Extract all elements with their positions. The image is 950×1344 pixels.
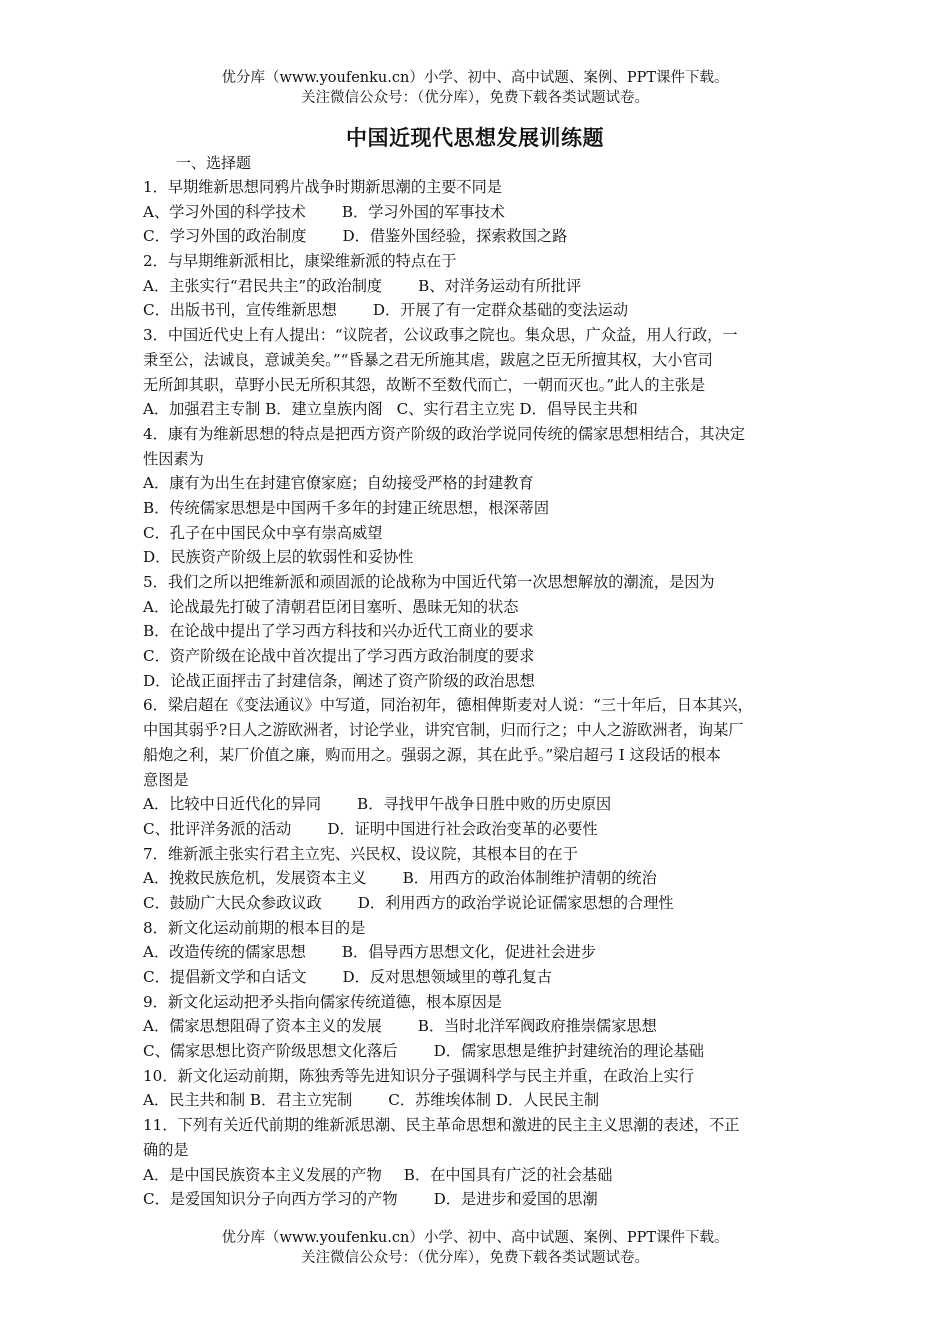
option-b: B．用西方的政治体制维护清朝的统治	[402, 869, 657, 888]
question-stem-line: 6．梁启超在《变法通议》中写道，同治初年，德相俾斯麦对人说：“三十年后，日本其兴，	[143, 696, 753, 715]
question-list	[143, 175, 819, 1212]
header-line-1: 优分库（www.youfenku.cn）小学、初中、高中试题、案例、PPT课件下载。	[221, 70, 729, 86]
option-row	[143, 940, 819, 965]
option-b: B．在中国具有广泛的社会基础	[403, 1165, 613, 1184]
option-b: B．在论战中提出了学习西方科技和兴办近代工商业的要求	[143, 622, 534, 641]
option-c: C．出版书刊，宣传维新思想	[143, 301, 337, 320]
question-stem-line: 1．早期维新思想同鸦片战争时期新思潮的主要不同是	[143, 178, 502, 196]
option-a: A．是中国民族资本主义发展的产物	[143, 1165, 382, 1184]
option-a: A．改造传统的儒家思想	[143, 943, 306, 962]
question-stem-line: 中国其弱乎?日人之游欧洲者，讨论学业，讲究官制，归而行之；中人之游欧洲者，询某厂	[143, 721, 744, 740]
option-c: C．是爱国知识分子向西方学习的产物	[143, 1190, 398, 1209]
option-b: B．当时北洋军阀政府推崇儒家思想	[417, 1017, 657, 1036]
question-stem-line: 船炮之利，某厂价值之廉，购而用之。强弱之源，其在此乎。”梁启超弓 I 这段话的根本	[143, 745, 721, 764]
question-3	[143, 323, 819, 422]
option-row	[143, 817, 819, 842]
option-row	[143, 1187, 819, 1212]
question-stem-line: 4．康有为维新思想的特点是把西方资产阶级的政治学说同传统的儒家思想相结合，其决定	[143, 424, 745, 443]
option-b: B．传统儒家思想是中国两千多年的封建正统思想，根深蒂固	[143, 498, 550, 517]
option-c: C、儒家思想比资产阶级思想文化落后	[143, 1042, 398, 1061]
option-row	[143, 891, 819, 916]
footer-line-2: 关注微信公众号：（优分库），免费下载各类试题试卷。	[301, 1250, 649, 1266]
question-9	[143, 990, 819, 1064]
option-c: C．鼓励广大民众参政议政	[143, 893, 322, 912]
option-a: A．论战最先打破了清朝君臣闭目塞听、愚昧无知的状态	[143, 597, 519, 616]
question-stem-line: 性因素为	[143, 449, 204, 468]
option-c: C．孔子在中国民众中享有崇高威望	[143, 523, 383, 542]
option-a: A．挽救民族危机，发展资本主义	[143, 869, 367, 888]
option-c-d: C．苏维埃体制 D．人民民主制	[388, 1091, 600, 1110]
option-a: A．比较中日近代化的异同	[143, 795, 322, 814]
question-4	[143, 422, 819, 570]
option-row	[143, 224, 819, 249]
question-2	[143, 249, 819, 323]
question-stem-line: 无所卸其职，草野小民无所积其怨，故断不至数代而亡，一朝而灭也。”此人的主张是	[143, 375, 706, 394]
section-heading: 一、选择题	[176, 154, 252, 172]
question-1	[143, 175, 819, 249]
question-stem-line: 8．新文化运动前期的根本目的是	[143, 918, 366, 937]
question-6	[143, 693, 819, 841]
option-d: D．反对思想领域里的尊孔复古	[342, 968, 553, 986]
option-b: B．倡导西方思想文化，促进社会进步	[341, 943, 597, 962]
option-d: D．是进步和爱国的思潮	[433, 1190, 598, 1209]
question-stem-line: 3．中国近代史上有人提出：“议院者，公议政事之院也。集众思，广众益，用人行政，一	[143, 326, 738, 345]
document-title: 中国近现代思想发展训练题	[346, 125, 604, 150]
option-c: C．资产阶级在论战中首次提出了学习西方政治制度的要求	[143, 647, 535, 666]
question-stem-line: 2．与早期维新派相比，康梁维新派的特点在于	[143, 252, 457, 271]
question-stem-line: 9．新文化运动把矛头指向儒家传统道德，根本原因是	[143, 992, 502, 1011]
option-c: C．提倡新文学和白话文	[143, 968, 307, 986]
question-stem-line: 确的是	[143, 1140, 189, 1159]
option-d: D．开展了有一定群众基础的变法运动	[372, 301, 629, 320]
header-line-2: 关注微信公众号：（优分库），免费下载各类试题试卷。	[301, 90, 649, 106]
option-row	[143, 1088, 819, 1113]
page-footer	[0, 1228, 950, 1268]
question-5	[143, 570, 819, 693]
option-a: A．儒家思想阻碍了资本主义的发展	[143, 1017, 382, 1036]
question-stem-line: 11．下列有关近代前期的维新派思潮、民主革命思想和激进的民主主义思潮的表述，不正	[143, 1116, 740, 1135]
option-row	[143, 397, 819, 422]
option-row	[143, 866, 819, 891]
question-stem-line: 意图是	[143, 770, 189, 789]
option-row	[143, 274, 819, 299]
question-stem-line: 10．新文化运动前期，陈独秀等先进知识分子强调科学与民主并重，在政治上实行	[143, 1066, 694, 1085]
page-header	[0, 68, 950, 108]
option-d: D．利用西方的政治学说论证儒家思想的合理性	[357, 893, 674, 912]
footer-line-1: 优分库（www.youfenku.cn）小学、初中、高中试题、案例、PPT课件下载。	[221, 1230, 729, 1246]
option-b: B、对洋务运动有所批评	[418, 276, 582, 295]
option-a-b: A．民主共和制 B．君主立宪制	[143, 1091, 353, 1110]
option-d: D．儒家思想是维护封建统治的理论基础	[433, 1042, 704, 1061]
option-row	[143, 200, 819, 225]
option-row	[143, 965, 819, 990]
option-b: B．学习外国的军事技术	[341, 202, 505, 221]
option-row	[143, 1039, 819, 1064]
question-10	[143, 1064, 819, 1113]
option-a: A．主张实行“君民共主”的政治制度	[143, 276, 383, 295]
option-d: D．论战正面抨击了封建信条，阐述了资产阶级的政治思想	[143, 671, 535, 690]
option-d: D．民族资产阶级上层的软弱性和妥协性	[143, 548, 414, 567]
option-row	[143, 792, 819, 817]
option-c-d: C、实行君主立宪 D．倡导民主共和	[396, 400, 638, 419]
option-a: A．康有为出生在封建官僚家庭；自幼接受严格的封建教育	[143, 474, 534, 493]
question-7	[143, 842, 819, 916]
option-row	[143, 1014, 819, 1039]
option-c: C、批评洋务派的活动	[143, 819, 292, 838]
option-row	[143, 1163, 819, 1188]
question-stem-line: 7．维新派主张实行君主立宪、兴民权、设议院，其根本目的在于	[143, 844, 578, 863]
option-a: A、学习外国的科学技术	[143, 202, 306, 221]
question-stem-line: 秉至公，法诚良，意诚美矣。”“昏暴之君无所施其虐，跋扈之臣无所擅其权，大小官司	[143, 350, 713, 369]
question-11	[143, 1113, 819, 1212]
option-d: D．借鉴外国经验，探索救国之路	[342, 227, 568, 246]
question-8	[143, 916, 819, 990]
question-stem-line: 5．我们之所以把维新派和顽固派的论战称为中国近代第一次思想解放的潮流，是因为	[143, 573, 715, 591]
option-c: C．学习外国的政治制度	[143, 227, 307, 246]
option-a-b: A．加强君主专制 B．建立皇族内阁	[143, 400, 383, 419]
option-d: D．证明中国进行社会政治变革的必要性	[327, 819, 598, 838]
option-b: B．寻找甲午战争日胜中败的历史原因	[357, 795, 612, 814]
option-row	[143, 298, 819, 323]
